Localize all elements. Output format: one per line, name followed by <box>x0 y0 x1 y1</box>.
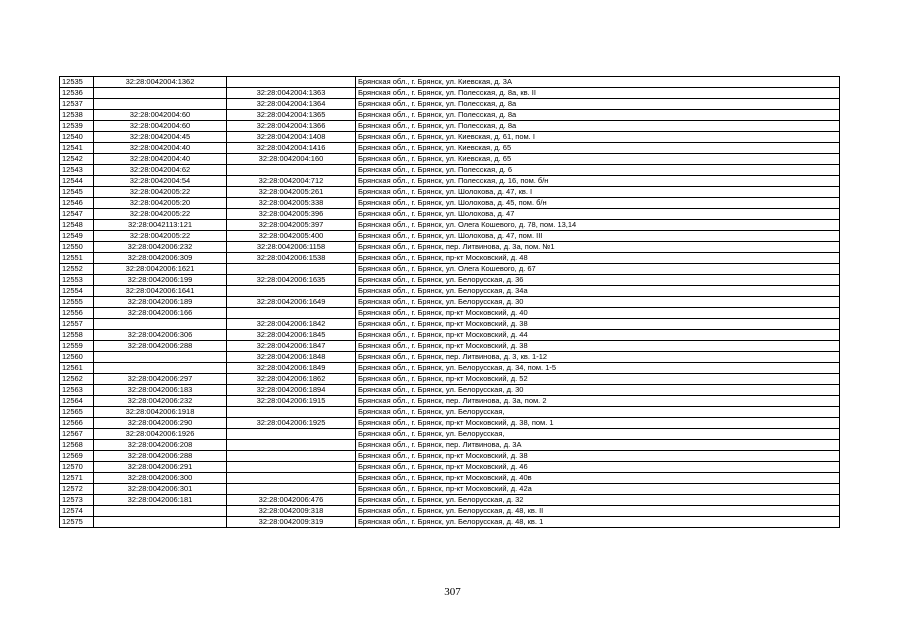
row-number-cell: 12551 <box>60 253 94 264</box>
table-row <box>60 88 840 99</box>
cadastral-number-parcel-cell: 32:28:0042005:22 <box>94 187 227 198</box>
table-row <box>60 495 840 506</box>
address-cell: Брянская обл., г. Брянск, пер. Литвинова, д. 3а, пом. №1 <box>356 242 840 253</box>
table-row <box>60 220 840 231</box>
cadastral-number-parcel-cell: 32:28:0042005:22 <box>94 231 227 242</box>
row-number-cell: 12550 <box>60 242 94 253</box>
address-cell: Брянская обл., г. Брянск, ул. Киевская, д. 61, пом. I <box>356 132 840 143</box>
cadastral-number-parcel-cell: 32:28:0042006:183 <box>94 385 227 396</box>
address-cell: Брянская обл., г. Брянск, пр-кт Московский, д. 52 <box>356 374 840 385</box>
address-cell: Брянская обл., г. Брянск, ул. Полесская, д. 8а, кв. II <box>356 88 840 99</box>
address-cell: Брянская обл., г. Брянск, ул. Белорусская, д. 34, пом. 1-5 <box>356 363 840 374</box>
cadastral-number-parcel-cell: 32:28:0042006:309 <box>94 253 227 264</box>
address-cell: Брянская обл., г. Брянск, ул. Белорусская, д. 34а <box>356 286 840 297</box>
cadastral-number-object-cell: 32:28:0042006:1538 <box>227 253 356 264</box>
address-cell: Брянская обл., г. Брянск, пер. Литвинова, д. 3а, пом. 2 <box>356 396 840 407</box>
cadastral-number-object-cell: 32:28:0042006:1842 <box>227 319 356 330</box>
table-row <box>60 374 840 385</box>
cadastral-number-parcel-cell: 32:28:0042113:121 <box>94 220 227 231</box>
cadastral-number-parcel-cell: 32:28:0042006:291 <box>94 462 227 473</box>
cadastral-number-object-cell: 32:28:0042006:1894 <box>227 385 356 396</box>
cadastral-number-object-cell: 32:28:0042004:1365 <box>227 110 356 121</box>
address-cell: Брянская обл., г. Брянск, ул. Шолохова, д. 47, кв. I <box>356 187 840 198</box>
cadastral-number-object-cell: 32:28:0042005:400 <box>227 231 356 242</box>
row-number-cell: 12543 <box>60 165 94 176</box>
cadastral-number-parcel-cell: 32:28:0042006:300 <box>94 473 227 484</box>
table-row <box>60 165 840 176</box>
cadastral-number-object-cell: 32:28:0042006:1845 <box>227 330 356 341</box>
cadastral-register-table <box>59 76 840 528</box>
row-number-cell: 12547 <box>60 209 94 220</box>
row-number-cell: 12536 <box>60 88 94 99</box>
cadastral-number-object-cell <box>227 451 356 462</box>
table-row <box>60 143 840 154</box>
table-row <box>60 77 840 88</box>
table-row <box>60 319 840 330</box>
table-row <box>60 154 840 165</box>
address-cell: Брянская обл., г. Брянск, ул. Шолохова, д. 45, пом. б/н <box>356 198 840 209</box>
cadastral-number-object-cell: 32:28:0042006:1649 <box>227 297 356 308</box>
table-row <box>60 473 840 484</box>
address-cell: Брянская обл., г. Брянск, ул. Шолохова, д. 47 <box>356 209 840 220</box>
cadastral-number-object-cell: 32:28:0042004:1363 <box>227 88 356 99</box>
cadastral-number-parcel-cell: 32:28:0042004:40 <box>94 143 227 154</box>
cadastral-number-object-cell <box>227 165 356 176</box>
row-number-cell: 12555 <box>60 297 94 308</box>
table-row <box>60 176 840 187</box>
address-cell: Брянская обл., г. Брянск, ул. Белорусская, д. 48, кв. 1 <box>356 517 840 528</box>
table-row <box>60 484 840 495</box>
row-number-cell: 12538 <box>60 110 94 121</box>
row-number-cell: 12571 <box>60 473 94 484</box>
cadastral-number-parcel-cell: 32:28:0042004:40 <box>94 154 227 165</box>
register-table-body <box>60 77 840 528</box>
address-cell: Брянская обл., г. Брянск, ул. Киевская, д. 65 <box>356 154 840 165</box>
cadastral-number-object-cell: 32:28:0042005:397 <box>227 220 356 231</box>
table-row <box>60 121 840 132</box>
row-number-cell: 12539 <box>60 121 94 132</box>
table-row <box>60 385 840 396</box>
table-row <box>60 187 840 198</box>
row-number-cell: 12541 <box>60 143 94 154</box>
row-number-cell: 12564 <box>60 396 94 407</box>
cadastral-number-object-cell <box>227 407 356 418</box>
row-number-cell: 12561 <box>60 363 94 374</box>
cadastral-number-object-cell: 32:28:0042006:1848 <box>227 352 356 363</box>
cadastral-number-object-cell <box>227 264 356 275</box>
cadastral-number-object-cell: 32:28:0042005:261 <box>227 187 356 198</box>
address-cell: Брянская обл., г. Брянск, ул. Киевская, д. 3А <box>356 77 840 88</box>
cadastral-number-object-cell: 32:28:0042004:712 <box>227 176 356 187</box>
address-cell: Брянская обл., г. Брянск, ул. Белорусская, д. 30 <box>356 297 840 308</box>
cadastral-number-object-cell: 32:28:0042009:318 <box>227 506 356 517</box>
row-number-cell: 12552 <box>60 264 94 275</box>
cadastral-number-object-cell: 32:28:0042006:1925 <box>227 418 356 429</box>
address-cell: Брянская обл., г. Брянск, пр-кт Московский, д. 48 <box>356 253 840 264</box>
cadastral-number-parcel-cell <box>94 88 227 99</box>
cadastral-number-object-cell: 32:28:0042004:1364 <box>227 99 356 110</box>
cadastral-number-parcel-cell <box>94 99 227 110</box>
cadastral-number-object-cell: 32:28:0042006:1862 <box>227 374 356 385</box>
cadastral-number-parcel-cell: 32:28:0042006:1918 <box>94 407 227 418</box>
table-row <box>60 242 840 253</box>
cadastral-number-parcel-cell <box>94 506 227 517</box>
table-row <box>60 341 840 352</box>
cadastral-number-object-cell: 32:28:0042006:1847 <box>227 341 356 352</box>
cadastral-number-parcel-cell <box>94 363 227 374</box>
address-cell: Брянская обл., г. Брянск, ул. Олега Кошевого, д. 67 <box>356 264 840 275</box>
cadastral-number-parcel-cell: 32:28:0042004:60 <box>94 110 227 121</box>
cadastral-number-parcel-cell: 32:28:0042006:199 <box>94 275 227 286</box>
address-cell: Брянская обл., г. Брянск, ул. Белорусская, д. 48, кв. II <box>356 506 840 517</box>
address-cell: Брянская обл., г. Брянск, ул. Полесская, д. 8а <box>356 99 840 110</box>
cadastral-number-object-cell: 32:28:0042006:1158 <box>227 242 356 253</box>
address-cell: Брянская обл., г. Брянск, ул. Киевская, д. 65 <box>356 143 840 154</box>
cadastral-number-parcel-cell <box>94 319 227 330</box>
row-number-cell: 12537 <box>60 99 94 110</box>
row-number-cell: 12567 <box>60 429 94 440</box>
cadastral-number-parcel-cell: 32:28:0042006:306 <box>94 330 227 341</box>
cadastral-number-parcel-cell: 32:28:0042006:181 <box>94 495 227 506</box>
cadastral-number-object-cell: 32:28:0042004:160 <box>227 154 356 165</box>
cadastral-number-object-cell: 32:28:0042006:476 <box>227 495 356 506</box>
cadastral-number-parcel-cell: 32:28:0042006:189 <box>94 297 227 308</box>
address-cell: Брянская обл., г. Брянск, пр-кт Московский, д. 44 <box>356 330 840 341</box>
row-number-cell: 12562 <box>60 374 94 385</box>
table-row <box>60 308 840 319</box>
cadastral-number-parcel-cell: 32:28:0042006:1926 <box>94 429 227 440</box>
cadastral-number-object-cell <box>227 473 356 484</box>
table-row <box>60 418 840 429</box>
cadastral-number-object-cell: 32:28:0042009:319 <box>227 517 356 528</box>
table-row <box>60 396 840 407</box>
cadastral-number-parcel-cell: 32:28:0042006:232 <box>94 242 227 253</box>
table-row <box>60 330 840 341</box>
table-row <box>60 517 840 528</box>
page-number: 307 <box>444 586 461 598</box>
table-row <box>60 132 840 143</box>
row-number-cell: 12574 <box>60 506 94 517</box>
table-row <box>60 110 840 121</box>
address-cell: Брянская обл., г. Брянск, ул. Белорусская, д. 32 <box>356 495 840 506</box>
table-row <box>60 506 840 517</box>
cadastral-number-object-cell: 32:28:0042005:338 <box>227 198 356 209</box>
table-row <box>60 297 840 308</box>
row-number-cell: 12573 <box>60 495 94 506</box>
table-row <box>60 286 840 297</box>
address-cell: Брянская обл., г. Брянск, ул. Полесская, д. 8а <box>356 121 840 132</box>
cadastral-number-object-cell <box>227 77 356 88</box>
cadastral-number-parcel-cell: 32:28:0042005:20 <box>94 198 227 209</box>
cadastral-number-parcel-cell: 32:28:0042006:1641 <box>94 286 227 297</box>
cadastral-number-parcel-cell: 32:28:0042006:1621 <box>94 264 227 275</box>
cadastral-number-parcel-cell: 32:28:0042006:290 <box>94 418 227 429</box>
row-number-cell: 12535 <box>60 77 94 88</box>
cadastral-number-parcel-cell: 32:28:0042006:288 <box>94 451 227 462</box>
cadastral-number-parcel-cell: 32:28:0042006:288 <box>94 341 227 352</box>
address-cell: Брянская обл., г. Брянск, пр-кт Московский, д. 42а <box>356 484 840 495</box>
table-row <box>60 198 840 209</box>
address-cell: Брянская обл., г. Брянск, пер. Литвинова, д. 3, кв. 1-12 <box>356 352 840 363</box>
address-cell: Брянская обл., г. Брянск, ул. Полесская, д. 16, пом. б/н <box>356 176 840 187</box>
address-cell: Брянская обл., г. Брянск, ул. Белорусская, <box>356 407 840 418</box>
row-number-cell: 12556 <box>60 308 94 319</box>
row-number-cell: 12542 <box>60 154 94 165</box>
address-cell: Брянская обл., г. Брянск, пер. Литвинова, д. 3А <box>356 440 840 451</box>
address-cell: Брянская обл., г. Брянск, пр-кт Московский, д. 46 <box>356 462 840 473</box>
cadastral-number-object-cell: 32:28:0042004:1408 <box>227 132 356 143</box>
address-cell: Брянская обл., г. Брянск, ул. Белорусская, д. 36 <box>356 275 840 286</box>
cadastral-number-object-cell: 32:28:0042004:1416 <box>227 143 356 154</box>
row-number-cell: 12549 <box>60 231 94 242</box>
cadastral-number-object-cell <box>227 462 356 473</box>
cadastral-number-parcel-cell <box>94 352 227 363</box>
address-cell: Брянская обл., г. Брянск, пр-кт Московский, д. 40в <box>356 473 840 484</box>
table-row <box>60 440 840 451</box>
row-number-cell: 12565 <box>60 407 94 418</box>
cadastral-number-object-cell: 32:28:0042005:396 <box>227 209 356 220</box>
address-cell: Брянская обл., г. Брянск, пр-кт Московский, д. 38 <box>356 319 840 330</box>
table-row <box>60 407 840 418</box>
row-number-cell: 12544 <box>60 176 94 187</box>
cadastral-number-parcel-cell <box>94 517 227 528</box>
row-number-cell: 12575 <box>60 517 94 528</box>
row-number-cell: 12570 <box>60 462 94 473</box>
table-row <box>60 253 840 264</box>
row-number-cell: 12563 <box>60 385 94 396</box>
table-row <box>60 275 840 286</box>
cadastral-number-object-cell <box>227 429 356 440</box>
address-cell: Брянская обл., г. Брянск, ул. Полесская, д. 6 <box>356 165 840 176</box>
cadastral-number-object-cell <box>227 484 356 495</box>
cadastral-number-object-cell: 32:28:0042006:1635 <box>227 275 356 286</box>
row-number-cell: 12545 <box>60 187 94 198</box>
cadastral-number-object-cell: 32:28:0042004:1366 <box>227 121 356 132</box>
address-cell: Брянская обл., г. Брянск, ул. Белорусская, <box>356 429 840 440</box>
table-row <box>60 363 840 374</box>
table-row <box>60 352 840 363</box>
row-number-cell: 12560 <box>60 352 94 363</box>
address-cell: Брянская обл., г. Брянск, ул. Полесская, д. 8а <box>356 110 840 121</box>
row-number-cell: 12553 <box>60 275 94 286</box>
address-cell: Брянская обл., г. Брянск, пр-кт Московский, д. 38 <box>356 341 840 352</box>
table-row <box>60 264 840 275</box>
table-row <box>60 451 840 462</box>
table-row <box>60 231 840 242</box>
table-row <box>60 462 840 473</box>
cadastral-number-parcel-cell: 32:28:0042006:301 <box>94 484 227 495</box>
address-cell: Брянская обл., г. Брянск, ул. Олега Кошевого, д. 78, пом. 13,14 <box>356 220 840 231</box>
cadastral-number-object-cell: 32:28:0042006:1915 <box>227 396 356 407</box>
cadastral-number-parcel-cell: 32:28:0042004:60 <box>94 121 227 132</box>
cadastral-number-object-cell <box>227 286 356 297</box>
cadastral-number-object-cell: 32:28:0042006:1849 <box>227 363 356 374</box>
address-cell: Брянская обл., г. Брянск, ул. Шолохова, д. 47, пом. III <box>356 231 840 242</box>
row-number-cell: 12572 <box>60 484 94 495</box>
cadastral-number-parcel-cell: 32:28:0042004:1362 <box>94 77 227 88</box>
table-row <box>60 209 840 220</box>
cadastral-number-parcel-cell: 32:28:0042006:232 <box>94 396 227 407</box>
row-number-cell: 12569 <box>60 451 94 462</box>
row-number-cell: 12548 <box>60 220 94 231</box>
row-number-cell: 12558 <box>60 330 94 341</box>
row-number-cell: 12554 <box>60 286 94 297</box>
cadastral-number-parcel-cell: 32:28:0042006:208 <box>94 440 227 451</box>
table-row <box>60 99 840 110</box>
row-number-cell: 12540 <box>60 132 94 143</box>
cadastral-number-parcel-cell: 32:28:0042006:297 <box>94 374 227 385</box>
address-cell: Брянская обл., г. Брянск, пр-кт Московский, д. 38, пом. 1 <box>356 418 840 429</box>
cadastral-number-parcel-cell: 32:28:0042005:22 <box>94 209 227 220</box>
cadastral-number-parcel-cell: 32:28:0042004:45 <box>94 132 227 143</box>
row-number-cell: 12546 <box>60 198 94 209</box>
row-number-cell: 12566 <box>60 418 94 429</box>
cadastral-number-parcel-cell: 32:28:0042006:166 <box>94 308 227 319</box>
row-number-cell: 12557 <box>60 319 94 330</box>
address-cell: Брянская обл., г. Брянск, пр-кт Московский, д. 38 <box>356 451 840 462</box>
cadastral-number-parcel-cell: 32:28:0042004:54 <box>94 176 227 187</box>
address-cell: Брянская обл., г. Брянск, пр-кт Московский, д. 40 <box>356 308 840 319</box>
row-number-cell: 12559 <box>60 341 94 352</box>
address-cell: Брянская обл., г. Брянск, ул. Белорусская, д. 30 <box>356 385 840 396</box>
table-row <box>60 429 840 440</box>
row-number-cell: 12568 <box>60 440 94 451</box>
cadastral-number-object-cell <box>227 308 356 319</box>
cadastral-number-object-cell <box>227 440 356 451</box>
cadastral-number-parcel-cell: 32:28:0042004:62 <box>94 165 227 176</box>
